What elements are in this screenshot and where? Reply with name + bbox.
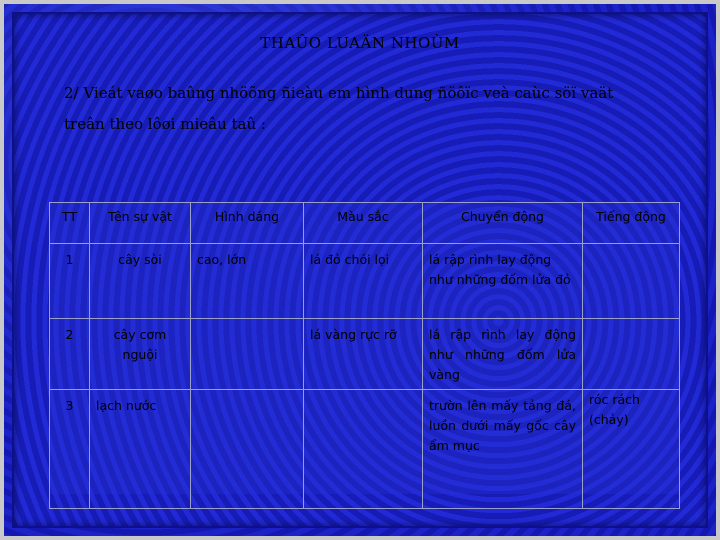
instruction-line-2: treân theo lôøi mieâu taû : — [64, 115, 266, 133]
cell-movement: lá rập rình lay động như những đốm lửa vàng — [423, 319, 583, 390]
cell-movement: lá rập rình lay động như những đốm lửa đỏ — [423, 244, 583, 319]
cell-tt: 3 — [50, 390, 90, 509]
cell-shape — [191, 319, 304, 390]
header-tt: TT — [50, 203, 90, 244]
header-sound: Tiếng động — [583, 203, 680, 244]
table-header-row — [50, 203, 680, 244]
instruction-text — [64, 78, 664, 140]
cell-sound: róc rách (chảy) — [583, 390, 680, 509]
table-row — [50, 244, 680, 319]
instruction-line-1: 2/ Vieát vaøo baûng nhöõng ñieàu em hình dung ñöôïc veà caùc söï vaät — [64, 84, 614, 102]
cell-name: lạch nước — [90, 390, 191, 509]
table-row — [50, 319, 680, 390]
cell-sound — [583, 244, 680, 319]
cell-name: cây sòi — [90, 244, 191, 319]
header-name: Tên sự vật — [90, 203, 191, 244]
cell-color: lá vàng rực rỡ — [304, 319, 423, 390]
header-color: Màu sắc — [304, 203, 423, 244]
cell-color: lá đỏ chói lọi — [304, 244, 423, 319]
cell-sound — [583, 319, 680, 390]
cell-shape: cao, lớn — [191, 244, 304, 319]
cell-color — [304, 390, 423, 509]
table-row — [50, 390, 680, 509]
header-shape: Hình dáng — [191, 203, 304, 244]
cell-name: cây cơm nguội — [90, 319, 191, 390]
cell-tt: 2 — [50, 319, 90, 390]
description-table — [49, 202, 680, 509]
header-movement: Chuyển động — [423, 203, 583, 244]
cell-tt: 1 — [50, 244, 90, 319]
cell-movement: trườn lên mấy tảng đá, luồn dưới mấy gốc cây ẩm mục — [423, 390, 583, 509]
slide-title: THAÛO LUAÄN NHOÙM — [260, 34, 460, 52]
cell-shape — [191, 390, 304, 509]
